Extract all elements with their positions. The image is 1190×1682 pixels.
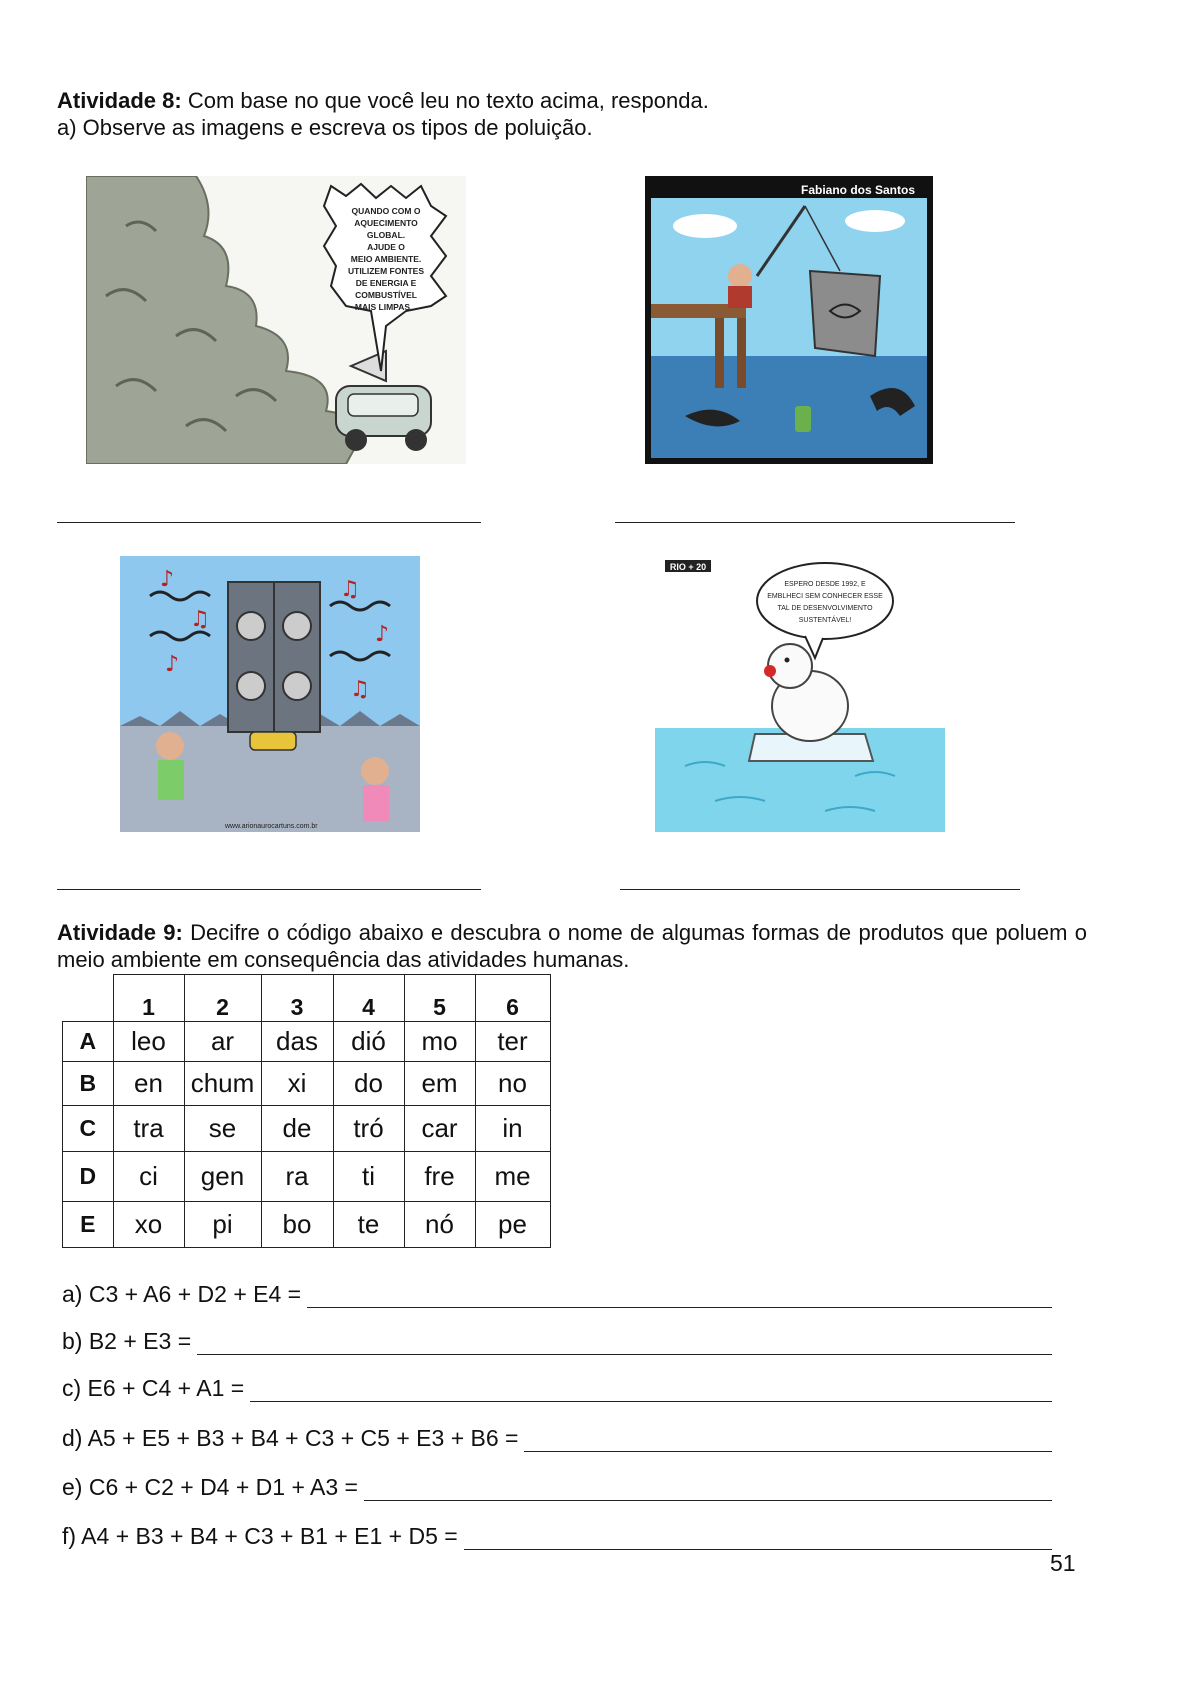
answer-line-image-4[interactable] <box>620 889 1020 890</box>
table-cell: xi <box>261 1062 333 1106</box>
cartoon4-bubble-line-2: EMBLHECI SEM CONHECER ESSE <box>767 593 883 600</box>
table-cell: bo <box>261 1202 333 1248</box>
activity9-title: Atividade 9: <box>57 920 183 945</box>
svg-text:♪: ♪ <box>375 622 390 647</box>
equation-c-text: c) E6 + C4 + A1 = <box>62 1375 245 1401</box>
equation-f-text: f) A4 + B3 + B4 + C3 + B1 + E1 + D5 = <box>62 1523 458 1549</box>
table-cell: pi <box>184 1202 261 1248</box>
cartoon1-bubble-line-1: QUANDO COM O <box>351 206 421 216</box>
table-cell: em <box>404 1062 475 1106</box>
cartoon1-bubble-line-7: DE ENERGIA E <box>355 278 417 288</box>
table-cell: ti <box>333 1152 404 1202</box>
table-cell: in <box>475 1106 550 1152</box>
row-label: D <box>63 1152 114 1202</box>
page-number: 51 <box>1050 1550 1076 1576</box>
cartoon-air-pollution <box>86 176 466 464</box>
table-cell: ar <box>184 1022 261 1062</box>
column-header: 2 <box>184 975 261 1022</box>
row-label: E <box>63 1202 114 1248</box>
activity8-intro: Com base no que você leu no texto acima, responda. <box>181 88 709 113</box>
equation-a-answer-line[interactable] <box>307 1285 1052 1308</box>
table-cell: ter <box>475 1022 550 1062</box>
cartoon1-bubble-line-5: MEIO AMBIENTE. <box>350 254 422 264</box>
cartoon4-tag: RIO + 20 <box>669 562 707 572</box>
table-row <box>63 1022 551 1062</box>
table-cell: tró <box>333 1106 404 1152</box>
table-cell: leo <box>113 1022 184 1062</box>
activity8-header <box>57 88 1137 114</box>
row-label: C <box>63 1106 114 1152</box>
table-row <box>63 1152 551 1202</box>
cartoon3-url: www.arionaurocartuns.com.br <box>225 823 318 830</box>
equation-a-text: a) C3 + A6 + D2 + E4 = <box>62 1281 302 1307</box>
table-cell: do <box>333 1062 404 1106</box>
equation-b-text: b) B2 + E3 = <box>62 1328 192 1354</box>
svg-text:♫: ♫ <box>340 577 360 602</box>
activity8-title: Atividade 8: <box>57 88 182 113</box>
cartoon1-bubble-line-3: GLOBAL. <box>366 230 406 240</box>
table-cell: pe <box>475 1202 550 1248</box>
code-table-corner <box>63 975 114 1022</box>
equation-e-text: e) C6 + C2 + D4 + D1 + A3 = <box>62 1474 358 1500</box>
column-header: 4 <box>333 975 404 1022</box>
equation-a <box>62 1281 1052 1308</box>
equation-d-answer-line[interactable] <box>524 1429 1052 1452</box>
equation-c-answer-line[interactable] <box>250 1379 1052 1402</box>
code-table-header-row <box>63 975 551 1022</box>
cartoon-climate-change <box>655 556 945 832</box>
cartoon1-bubble-line-9: MAIS LIMPAS... <box>354 302 418 312</box>
table-cell: xo <box>113 1202 184 1248</box>
equation-b-answer-line[interactable] <box>197 1332 1052 1355</box>
activity8-question-a: a) Observe as imagens e escreva os tipos de poluição. <box>57 115 593 140</box>
row-label: A <box>63 1022 114 1062</box>
column-header: 1 <box>113 975 184 1022</box>
table-cell: en <box>113 1062 184 1106</box>
table-cell: ra <box>261 1152 333 1202</box>
table-cell: de <box>261 1106 333 1152</box>
row-label: B <box>63 1062 114 1106</box>
table-cell: nó <box>404 1202 475 1248</box>
table-cell: car <box>404 1106 475 1152</box>
cartoon4-bubble-line-4: SUSTENTÁVEL! <box>798 617 852 624</box>
cartoon-water-pollution <box>645 176 933 464</box>
equation-c <box>62 1375 1052 1402</box>
table-cell: dió <box>333 1022 404 1062</box>
table-cell: fre <box>404 1152 475 1202</box>
code-table <box>62 974 551 1248</box>
table-cell: chum <box>184 1062 261 1106</box>
table-cell: mo <box>404 1022 475 1062</box>
cartoon1-bubble-line-4: AJUDE O <box>367 242 405 252</box>
svg-text:♫: ♫ <box>350 677 370 702</box>
equation-f <box>62 1523 1052 1550</box>
column-header: 6 <box>475 975 550 1022</box>
cartoon4-bubble-line-3: TAL DE DESENVOLVIMENTO <box>777 605 873 612</box>
equation-d-text: d) A5 + E5 + B3 + B4 + C3 + C5 + E3 + B6 = <box>62 1425 519 1451</box>
equation-d <box>62 1425 1052 1452</box>
svg-text:♫: ♫ <box>190 607 210 632</box>
column-header: 5 <box>404 975 475 1022</box>
activity9-header <box>57 919 1087 973</box>
equation-e <box>62 1474 1052 1501</box>
cartoon1-bubble-line-2: AQUECIMENTO <box>354 218 418 228</box>
cartoon1-bubble-line-8: COMBUSTÍVEL <box>355 290 417 300</box>
cartoon1-bubble-line-6: UTILIZEM FONTES <box>347 266 425 276</box>
table-cell: te <box>333 1202 404 1248</box>
table-row <box>63 1202 551 1248</box>
equation-b <box>62 1328 1052 1355</box>
answer-line-image-1[interactable] <box>57 522 481 523</box>
equation-e-answer-line[interactable] <box>364 1478 1052 1501</box>
table-cell: se <box>184 1106 261 1152</box>
svg-text:♪: ♪ <box>165 652 180 677</box>
table-cell: no <box>475 1062 550 1106</box>
answer-line-image-2[interactable] <box>615 522 1015 523</box>
table-cell: me <box>475 1152 550 1202</box>
equation-f-answer-line[interactable] <box>464 1527 1052 1550</box>
table-row <box>63 1106 551 1152</box>
column-header: 3 <box>261 975 333 1022</box>
table-cell: das <box>261 1022 333 1062</box>
cartoon4-bubble-line-1: ESPERO DESDE 1992, E <box>784 581 866 588</box>
table-cell: tra <box>113 1106 184 1152</box>
table-cell: ci <box>113 1152 184 1202</box>
table-row <box>63 1062 551 1106</box>
cartoon-noise-pollution <box>120 556 420 832</box>
svg-text:♪: ♪ <box>160 567 175 592</box>
cartoon2-credit: Fabiano dos Santos <box>800 183 915 197</box>
activity9-intro: Decifre o código abaixo e descubra o nome de algumas formas de produtos que poluem o meio ambiente em consequência das atividades humanas. <box>57 920 1087 972</box>
answer-line-image-3[interactable] <box>57 889 481 890</box>
table-cell: gen <box>184 1152 261 1202</box>
